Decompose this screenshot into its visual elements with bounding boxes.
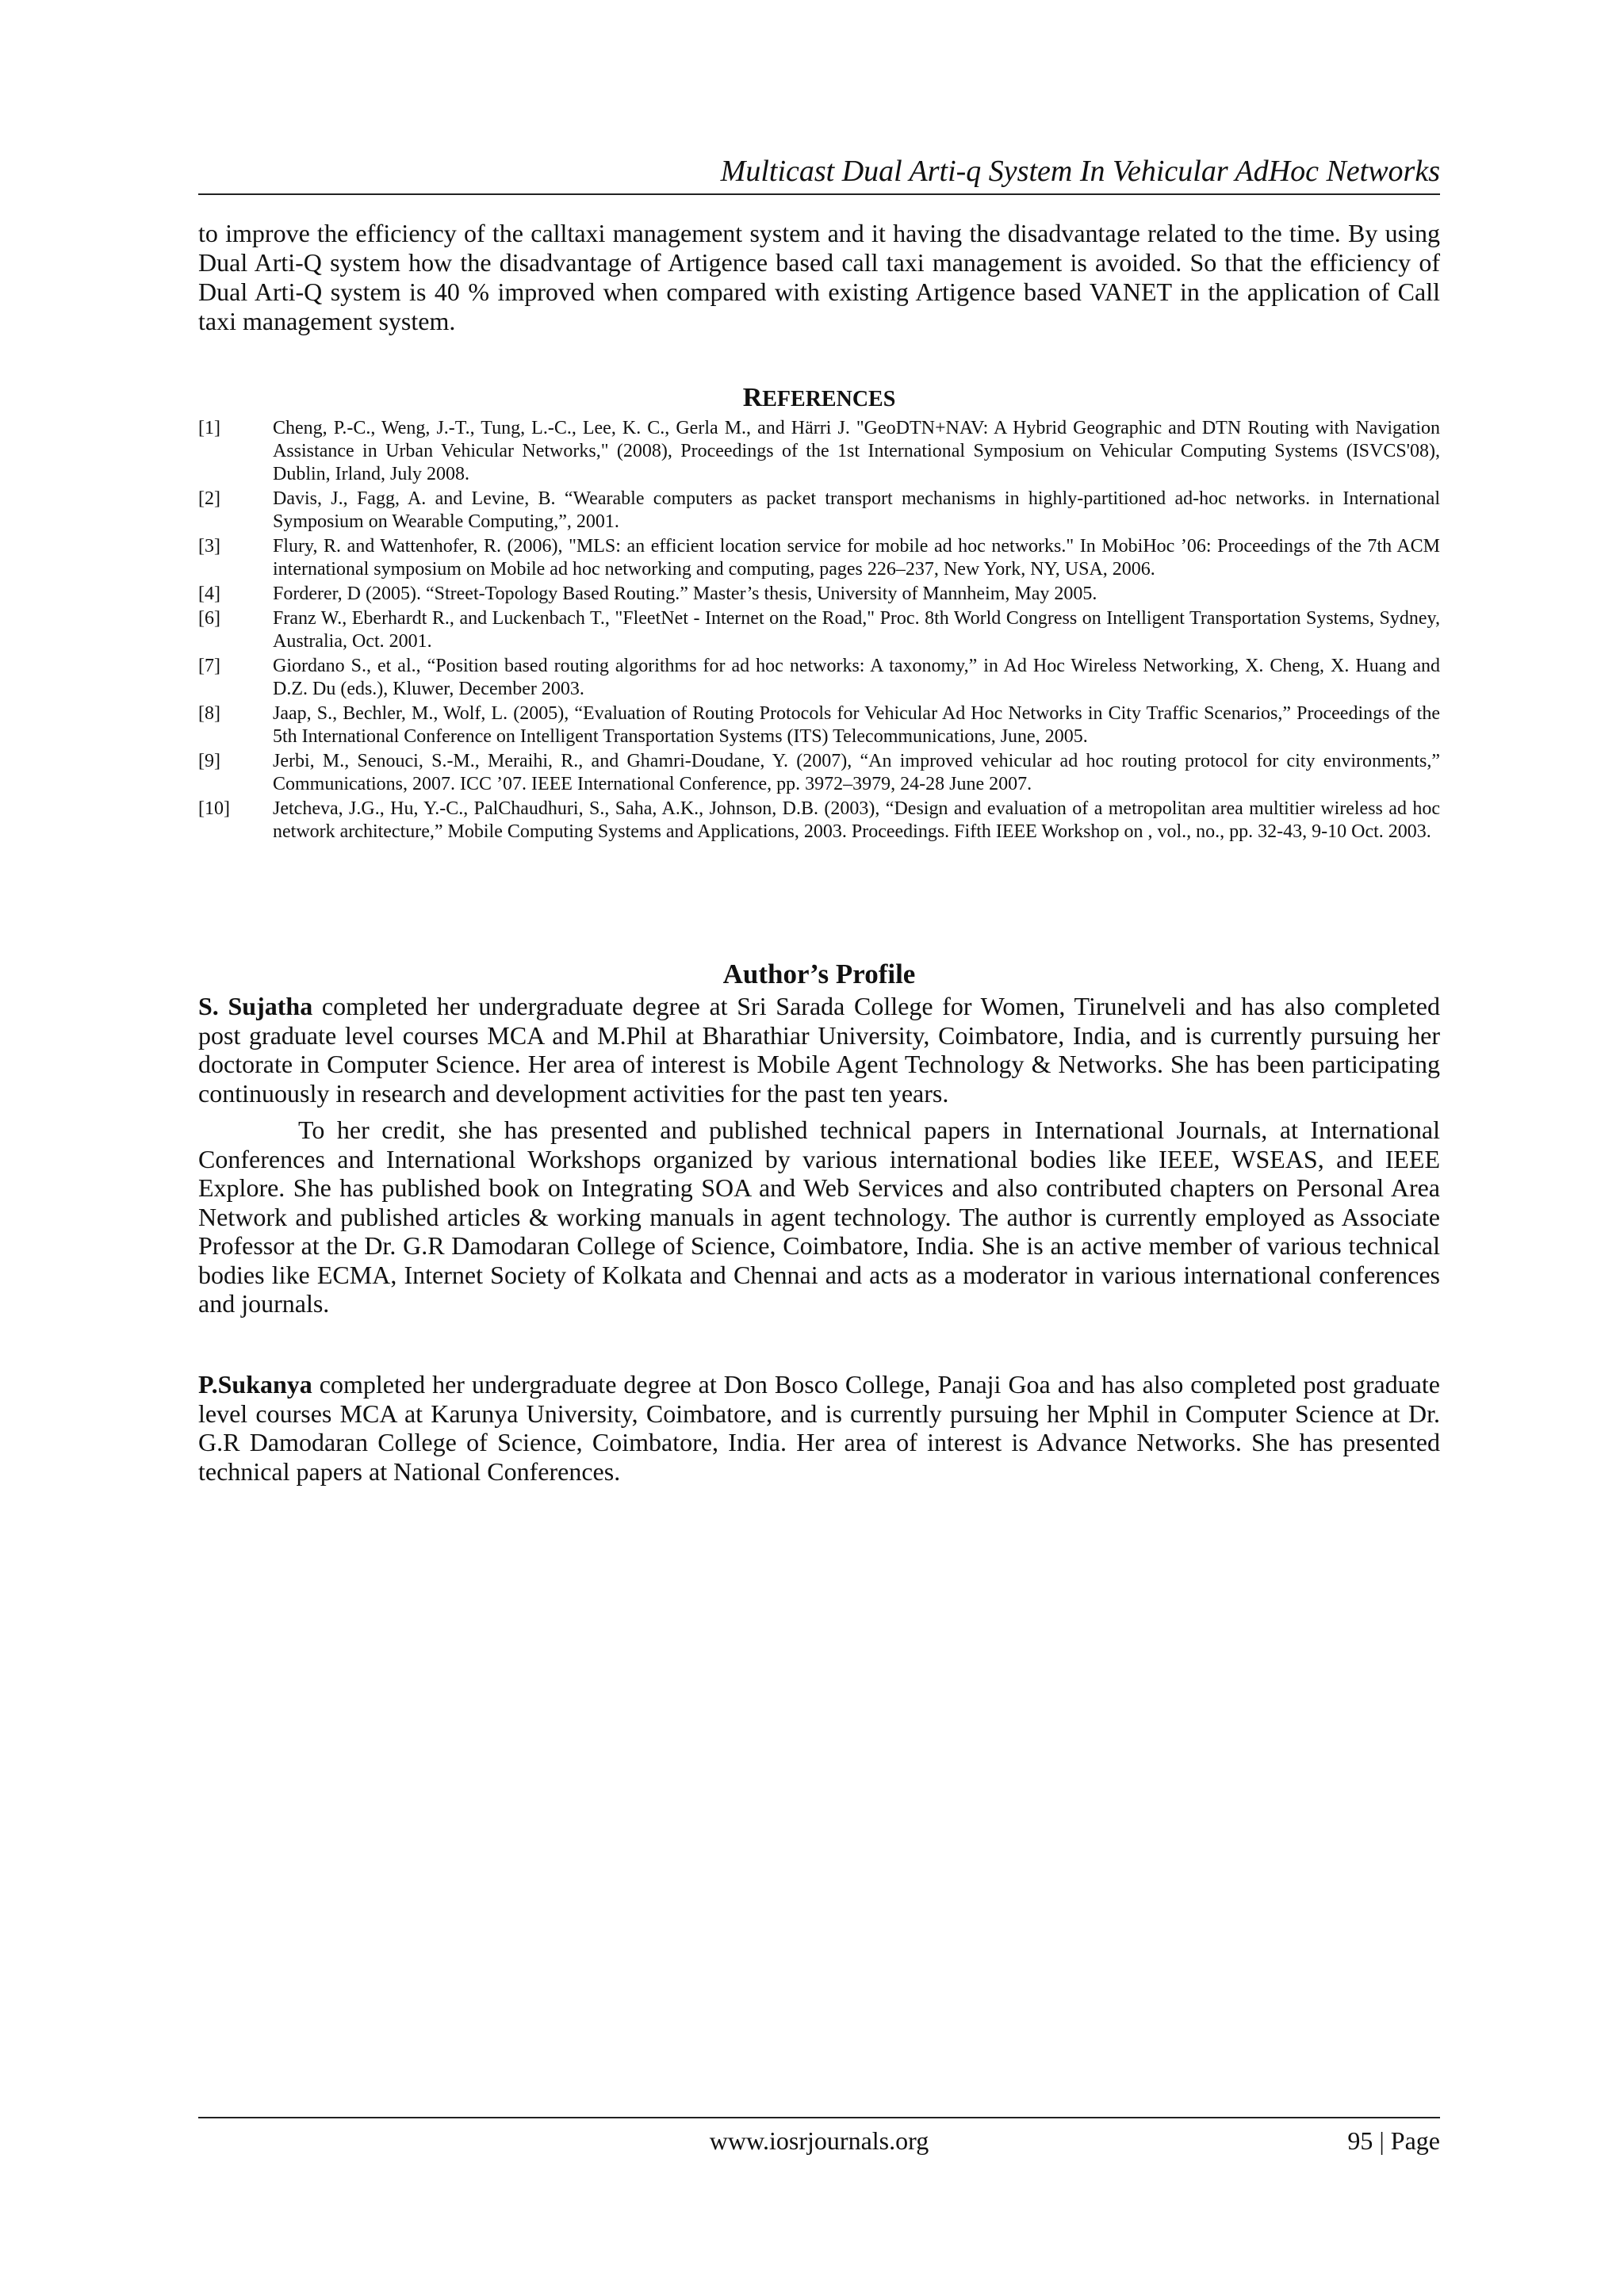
- running-title: Multicast Dual Arti-q System In Vehicular AdHoc Networks: [720, 155, 1440, 188]
- reference-text: Cheng, P.-C., Weng, J.-T., Tung, L.-C., Lee, K. C., Gerla M., and Härri J. "GeoDTN+NAV: A Hybrid Geographic and DTN Routing with Navigation Assistance in Urban Vehicular Networks," (2008), Proceedings of the 1st International Symposium on Vehicular Computing Systems (ISVCS'08), Dublin, Irland, July 2008.: [273, 418, 1440, 484]
- footer-url: www.iosrjournals.org: [709, 2126, 929, 2155]
- reference-item: [198, 583, 1440, 606]
- reference-number: [8]: [198, 703, 220, 724]
- reference-text: Davis, J., Fagg, A. and Levine, B. “Wearable computers as packet transport mechanisms in highly-partitioned ad-hoc networks. in International Symposium on Wearable Computing,”, 2001.: [273, 488, 1440, 532]
- reference-item: [198, 702, 1440, 748]
- reference-number: [10]: [198, 798, 230, 819]
- reference-number: [7]: [198, 656, 220, 676]
- reference-list: [198, 417, 1440, 845]
- reference-text: Jetcheva, J.G., Hu, Y.-C., PalChaudhuri, S., Saha, A.K., Johnson, D.B. (2003), “Design and evaluation of a metropolitan area multitier wireless ad hoc network architecture,” Mobile Computing Systems and Applications, 2003. Proceedings. Fifth IEEE Workshop on , vol., no., pp. 32-43, 9-10 Oct. 2003.: [273, 798, 1440, 842]
- reference-text: Jerbi, M., Senouci, S.-M., Meraihi, R., and Ghamri-Doudane, Y. (2007), “An improved vehicular ad hoc routing protocol for city environments,” Communications, 2007. ICC ’07. IEEE International Conference, pp. 3972–3979, 24-28 June 2007.: [273, 751, 1440, 794]
- reference-number: [9]: [198, 751, 220, 771]
- reference-number: [6]: [198, 608, 220, 629]
- reference-number: [4]: [198, 584, 220, 604]
- references-heading-rest: EFERENCES: [762, 387, 896, 411]
- reference-item: [198, 488, 1440, 534]
- page-number: 95 | Page: [1347, 2126, 1440, 2155]
- author-profile-1-continued: To her credit, she has presented and published technical papers in International Journals, at International Conferences and International Workshops organized by various international bodies like IEEE, WSEAS, and IEEE Explore. She has published book on Integrating SOA and Web Services and also contributed chapters on Personal Area Network and published articles & working manuals in agent technology. The author is currently employed as Associate Professor at the Dr. G.R Damodaran College of Science, Coimbatore, India. She is an active member of various technical bodies like ECMA, Internet Society of Kolkata and Chennai and acts as a moderator in various international conferences and journals.: [198, 1115, 1440, 1318]
- author-profile-1: [198, 992, 1440, 1108]
- author-profile-2: [198, 1370, 1440, 1486]
- references-heading-initial: R: [742, 383, 763, 412]
- reference-number: [3]: [198, 536, 220, 557]
- reference-number: [2]: [198, 488, 220, 509]
- reference-text: Jaap, S., Bechler, M., Wolf, L. (2005), “Evaluation of Routing Protocols for Vehicular Ad Hoc Networks in City Traffic Scenarios,” Proceedings of the 5th International Conference on Intelligent Transportation Systems (ITS) Telecommunications, June, 2005.: [273, 703, 1440, 747]
- paper-page: [198, 0, 1440, 2296]
- reference-text: Giordano S., et al., “Position based routing algorithms for ad hoc networks: A taxonomy,” in Ad Hoc Wireless Networking, X. Cheng, X. Huang and D.Z. Du (eds.), Kluwer, December 2003.: [273, 656, 1440, 699]
- reference-item: [198, 798, 1440, 844]
- reference-number: [1]: [198, 418, 220, 438]
- author-profile-heading: Author’s Profile: [722, 959, 916, 989]
- reference-item: [198, 535, 1440, 581]
- author-2-name: P.Sukanya: [198, 1370, 312, 1399]
- intro-paragraph: to improve the efficiency of the calltaxi management system and it having the disadvantage related to the time. By using Dual Arti-Q system how the disadvantage of Artigence based call taxi management is avoided. So that the efficiency of Dual Arti-Q system is 40 % improved when compared with existing Artigence based VANET in the application of Call taxi management system.: [198, 219, 1440, 335]
- reference-item: [198, 750, 1440, 796]
- author-2-bio: completed her undergraduate degree at Don Bosco College, Panaji Goa and has also completed post graduate level courses MCA at Karunya University, Coimbatore, and is currently pursuing her Mphil in Computer Science at Dr. G.R Damodaran College of Science, Coimbatore, India. Her area of interest is Advance Networks. She has presented technical papers at National Conferences.: [198, 1370, 1440, 1486]
- reference-item: [198, 655, 1440, 701]
- references-heading: [198, 384, 1440, 414]
- reference-item: [198, 607, 1440, 653]
- reference-item: [198, 417, 1440, 486]
- author-1-bio: completed her undergraduate degree at Sri Sarada College for Women, Tirunelveli and has also completed post graduate level courses MCA and M.Phil at Bharathiar University, Coimbatore, India, and is currently pursuing her doctorate in Computer Science. Her area of interest is Mobile Agent Technology & Networks. She has been participating continuously in research and development activities for the past ten years.: [198, 992, 1440, 1108]
- reference-text: Flury, R. and Wattenhofer, R. (2006), "MLS: an efficient location service for mobile ad hoc networks." In MobiHoc ’06: Proceedings of the 7th ACM international symposium on Mobile ad hoc networking and computing, pages 226–237, New York, NY, USA, 2006.: [273, 536, 1440, 580]
- header-divider: [198, 193, 1440, 195]
- footer-divider: [198, 2117, 1440, 2118]
- reference-text: Franz W., Eberhardt R., and Luckenbach T., "FleetNet - Internet on the Road," Proc. 8th World Congress on Intelligent Transportation Systems, Sydney, Australia, Oct. 2001.: [273, 608, 1440, 652]
- author-1-name: S. Sujatha: [198, 992, 313, 1020]
- reference-text: Forderer, D (2005). “Street-Topology Based Routing.” Master’s thesis, University of Mannheim, May 2005.: [273, 584, 1097, 604]
